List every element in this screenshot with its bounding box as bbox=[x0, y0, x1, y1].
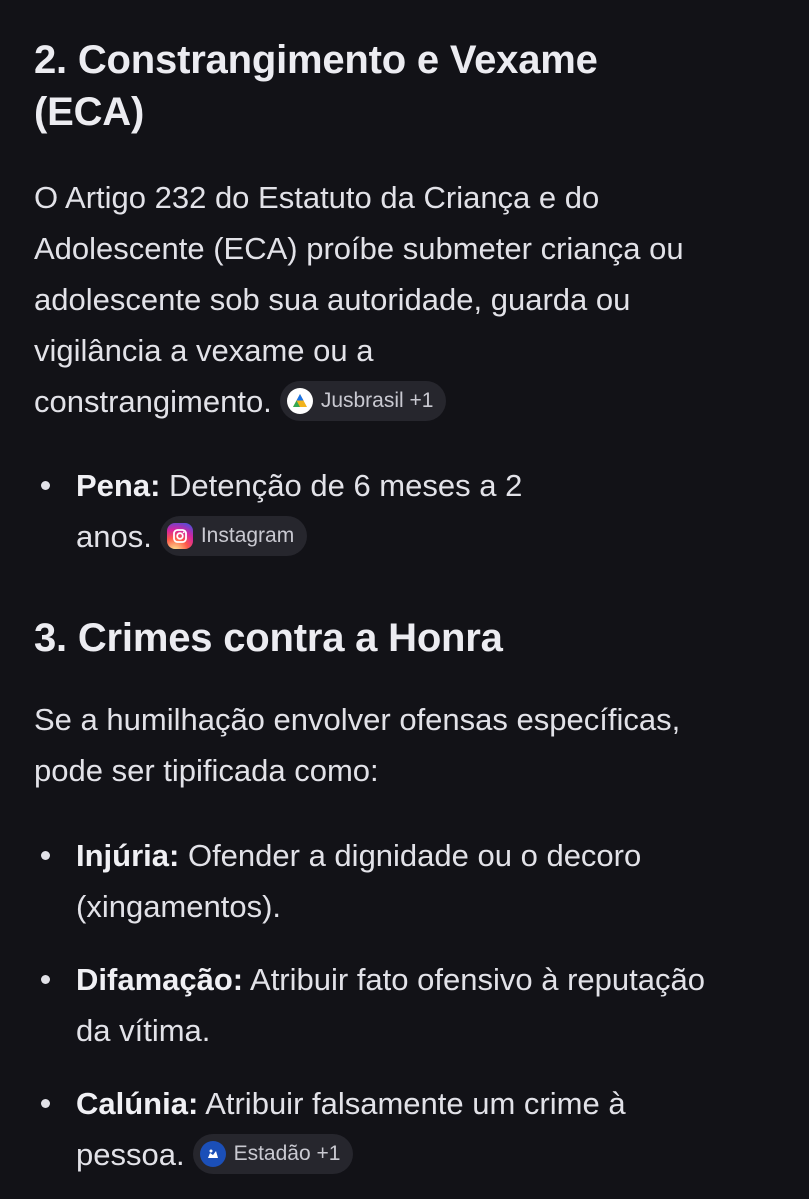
list-item-label: Difamação: bbox=[76, 962, 244, 997]
list-item-text: da vítima. bbox=[76, 1013, 211, 1048]
pena-list bbox=[34, 460, 794, 562]
estadao-icon bbox=[200, 1141, 226, 1167]
paragraph-eca bbox=[34, 172, 794, 427]
paragraph-honra bbox=[34, 694, 794, 796]
paragraph-line: constrangimento. bbox=[34, 384, 272, 419]
crimes-list bbox=[34, 830, 794, 1180]
paragraph-line: Adolescente (ECA) proíbe submeter criança ou bbox=[34, 231, 684, 266]
list-item-text: Detenção de 6 meses a 2 bbox=[160, 468, 523, 503]
list-item bbox=[34, 830, 794, 932]
list-item-text: anos. bbox=[76, 519, 152, 554]
chip-label: Instagram bbox=[200, 523, 295, 547]
jusbrasil-icon bbox=[287, 388, 313, 414]
heading-line: 2. Constrangimento e Vexame bbox=[34, 38, 598, 82]
list-item-text: Ofender a dignidade ou o decoro bbox=[179, 838, 642, 873]
list-item bbox=[34, 460, 794, 562]
section-heading bbox=[34, 34, 794, 138]
list-item-text: (xingamentos). bbox=[76, 889, 282, 924]
bullet-dot bbox=[41, 481, 50, 490]
list-item-label: Injúria: bbox=[76, 838, 180, 873]
paragraph-line: adolescente sob sua autoridade, guarda ou bbox=[34, 282, 631, 317]
bullet-dot bbox=[41, 975, 50, 984]
list-item-label: Calúnia: bbox=[76, 1086, 199, 1121]
list-item bbox=[34, 954, 794, 1056]
list-item-text: Atribuir fato ofensivo à reputação bbox=[243, 962, 705, 997]
bullet-dot bbox=[41, 1099, 50, 1108]
source-chip-jusbrasil[interactable] bbox=[280, 381, 447, 421]
list-item bbox=[34, 1078, 794, 1180]
section-constrangimento bbox=[34, 34, 794, 138]
paragraph-line: pode ser tipificada como: bbox=[34, 753, 379, 788]
bullet-dot bbox=[41, 851, 50, 860]
chip-label: Jusbrasil +1 bbox=[320, 388, 434, 412]
paragraph-line: O Artigo 232 do Estatuto da Criança e do bbox=[34, 180, 600, 215]
source-chip-estadao[interactable] bbox=[193, 1134, 354, 1174]
list-item-text: Atribuir falsamente um crime à bbox=[198, 1086, 626, 1121]
section-heading: 3. Crimes contra a Honra bbox=[34, 616, 503, 660]
heading-line: (ECA) bbox=[34, 90, 145, 134]
source-chip-instagram[interactable] bbox=[160, 516, 307, 556]
list-item-text: pessoa. bbox=[76, 1137, 185, 1172]
paragraph-line: Se a humilhação envolver ofensas específicas, bbox=[34, 702, 681, 737]
chip-label: Estadão +1 bbox=[233, 1141, 341, 1165]
list-item-label: Pena: bbox=[76, 468, 161, 503]
paragraph-line: vigilância a vexame ou a bbox=[34, 333, 374, 368]
instagram-icon bbox=[167, 523, 193, 549]
